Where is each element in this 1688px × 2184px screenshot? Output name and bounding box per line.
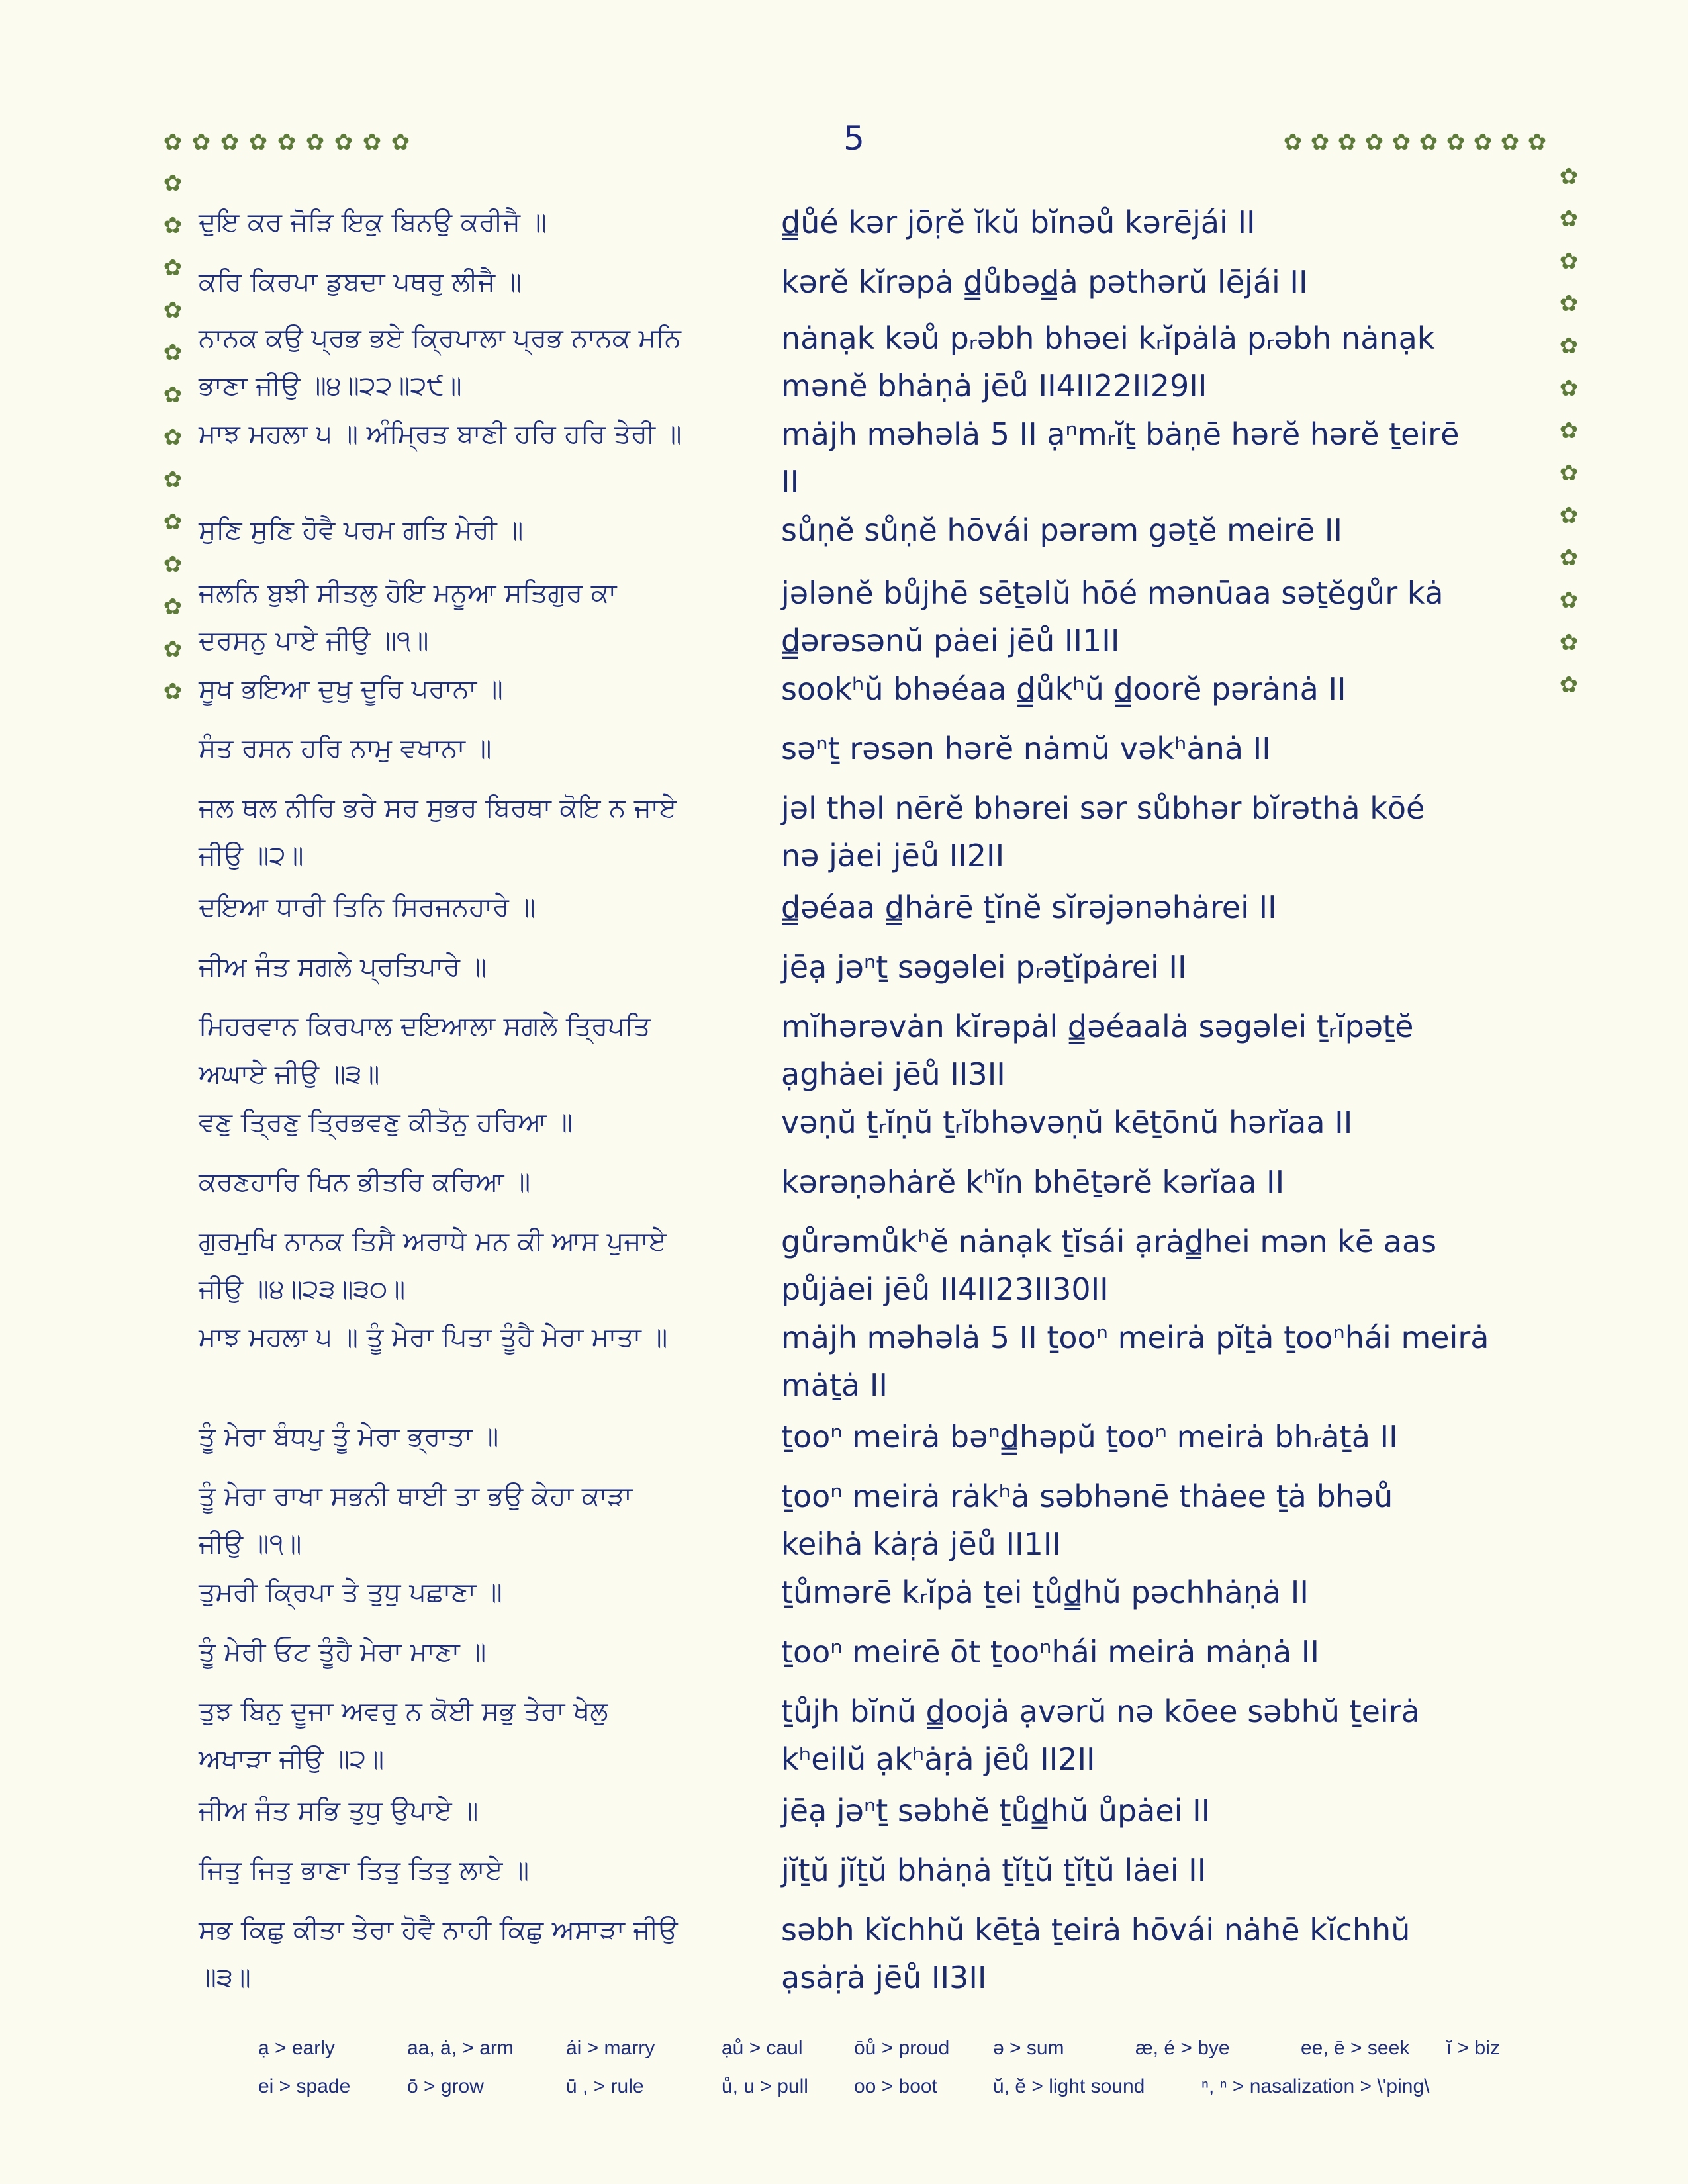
transliteration-text: mənĕ bhȧṇȧ jēů II4II22II29II xyxy=(781,368,1207,404)
gurmukhi-text: ਜਲਨਿ ਬੁਝੀ ਸੀਤਲੁ ਹੋਇ ਮਨੂਆ ਸਤਿਗੁਰ ਕਾ xyxy=(199,578,617,608)
transliteration-line xyxy=(781,943,1529,991)
gurmukhi-text: ਸੰਤ ਰਸਨ ਹਰਿ ਨਾਮੁ ਵਖਾਨਾ ॥ xyxy=(199,733,492,764)
transliteration-text: kərəṇəhȧrĕ kʰĭn bhēṯərĕ kərĭaa II xyxy=(781,1164,1285,1200)
flower-ornament-icon: ✿ xyxy=(1337,129,1357,156)
gurmukhi-text: ਤੂੰ ਮੇਰੀ ਓਟ ਤੂੰਹੈ ਮੇਰਾ ਮਾਣਾ ॥ xyxy=(199,1637,487,1667)
gurmukhi-line xyxy=(199,1314,761,1361)
flower-ornament-icon: ✿ xyxy=(1559,629,1579,656)
transliteration-line xyxy=(781,1099,1529,1146)
flower-ornament-icon: ✿ xyxy=(1559,502,1579,529)
flower-ornament-icon: ✿ xyxy=(1559,291,1579,317)
transliteration-text: nȧnạk kəů pᵣəbh bhəei kᵣĭpȧlȧ pᵣəbh nȧnạk xyxy=(781,320,1435,356)
transliteration-text: jĭṯŭ jĭṯŭ bhȧṇȧ ṯĭṯŭ ṯĭṯŭ lȧei II xyxy=(781,1852,1207,1888)
transliteration-text: gůrəmůkʰĕ nȧnạk ṯĭsái ạrȧd̳hei mən kē aas xyxy=(781,1224,1437,1259)
gurmukhi-line xyxy=(199,1688,761,1783)
transliteration-text: keihȧ kȧṛȧ jēů II1II xyxy=(781,1526,1061,1562)
flower-ornament-icon: ✿ xyxy=(163,255,183,281)
transliteration-line xyxy=(781,725,1529,772)
legend-item: aa, ȧ, > arm xyxy=(407,2037,514,2059)
gurmukhi-text: ਸੂਖ ਭਇਆ ਦੁਖੁ ਦੂਰਿ ਪਰਾਨਾ ॥ xyxy=(199,674,503,704)
transliteration-text: ṯooⁿ meirȧ rȧkʰȧ səbhənē thȧee ṯȧ bhəů xyxy=(781,1479,1393,1514)
flower-ornament-icon: ✿ xyxy=(1559,248,1579,275)
legend-item: ū , > rule xyxy=(566,2075,644,2097)
gurmukhi-line xyxy=(199,1218,761,1313)
flower-ornament-icon: ✿ xyxy=(1473,129,1493,156)
legend-item: ái > marry xyxy=(566,2037,655,2059)
gurmukhi-line xyxy=(199,1628,761,1676)
gurmukhi-line xyxy=(199,569,761,664)
flower-ornament-icon: ✿ xyxy=(220,129,240,156)
gurmukhi-text: ਜੀਅ ਜੰਤ ਸਗਲੇ ਪ੍ਰਤਿਪਾਰੇ ॥ xyxy=(199,952,487,982)
gurmukhi-line xyxy=(199,1003,761,1098)
transliteration-line xyxy=(781,1413,1529,1461)
gurmukhi-text: ॥੩॥ xyxy=(199,1962,251,1993)
flower-ornament-icon: ✿ xyxy=(163,509,183,535)
transliteration-line xyxy=(781,1569,1529,1616)
gurmukhi-line xyxy=(199,314,761,410)
flower-ornament-icon: ✿ xyxy=(1500,129,1520,156)
gurmukhi-line xyxy=(199,884,761,931)
flower-ornament-icon: ✿ xyxy=(1527,129,1547,156)
flower-ornament-icon: ✿ xyxy=(1559,163,1579,190)
gurmukhi-text: ਤੂੰ ਮੇਰਾ ਬੰਧਪੁ ਤੂੰ ਮੇਰਾ ਭ੍ਰਾਤਾ ॥ xyxy=(199,1422,499,1452)
gurmukhi-text: ਮਿਹਰਵਾਨ ਕਿਰਪਾਲ ਦਇਆਲਾ ਸਗਲੇ ਤ੍ਰਿਪਤਿ xyxy=(199,1011,651,1042)
legend-item: ŭ, ĕ > light sound xyxy=(993,2075,1145,2097)
legend-item: æ, é > bye xyxy=(1135,2037,1230,2059)
transliteration-line xyxy=(781,784,1529,880)
gurmukhi-line xyxy=(199,1473,761,1568)
transliteration-line xyxy=(781,1314,1529,1409)
transliteration-text: půjȧei jēů II4II23II30II xyxy=(781,1271,1109,1307)
gurmukhi-line xyxy=(199,506,761,554)
flower-ornament-icon: ✿ xyxy=(163,594,183,620)
gurmukhi-text: ਸਭ ਕਿਛੁ ਕੀਤਾ ਤੇਰਾ ਹੋਵੈ ਨਾਹੀ ਕਿਛੁ ਅਸਾੜਾ ਜੀਉ xyxy=(199,1915,678,1945)
gurmukhi-line xyxy=(199,1787,761,1835)
gurmukhi-line xyxy=(199,1099,761,1146)
transliteration-text: vəṇŭ ṯᵣĭṇŭ ṯᵣĭbhəvəṇŭ kēṯōnŭ hərĭaa II xyxy=(781,1105,1353,1140)
flower-ornament-icon: ✿ xyxy=(191,129,211,156)
flower-ornament-icon: ✿ xyxy=(163,212,183,239)
transliteration-text: kʰeilŭ ạkʰȧṛȧ jēů II2II xyxy=(781,1741,1096,1777)
transliteration-text: mȧjh məhəlȧ 5 II ṯooⁿ meirȧ pĭṯȧ ṯooⁿhái meirȧ xyxy=(781,1320,1489,1355)
transliteration-line xyxy=(781,258,1529,306)
transliteration-text: səbh kĭchhŭ kēṯȧ ṯeirȧ hōvái nȧhē kĭchhŭ xyxy=(781,1912,1411,1948)
gurmukhi-text: ਅਖਾੜਾ ਜੀਉ ॥੨॥ xyxy=(199,1744,385,1774)
flower-ornament-icon: ✿ xyxy=(1419,129,1438,156)
gurmukhi-text: ਦਰਸਨੁ ਪਾਏ ਜੀਉ ॥੧॥ xyxy=(199,625,429,656)
transliteration-line xyxy=(781,1906,1529,2001)
gurmukhi-line xyxy=(199,665,761,713)
gurmukhi-text: ਜੀਉ ॥੨॥ xyxy=(199,841,304,871)
legend-item: ạů > caul xyxy=(722,2037,803,2059)
legend-item: ei > spade xyxy=(258,2075,351,2097)
gurmukhi-text: ਵਣੁ ਤ੍ਰਿਣੁ ਤ੍ਰਿਭਵਣੁ ਕੀਤੋਨੁ ਹਰਿਆ ॥ xyxy=(199,1107,573,1138)
flower-ornament-icon: ✿ xyxy=(1559,545,1579,571)
gurmukhi-text: ਤੁਝ ਬਿਨੁ ਦੂਜਾ ਅਵਰੁ ਨ ਕੋਈ ਸਭੁ ਤੇਰਾ ਖੇਲੁ xyxy=(199,1696,608,1727)
gurmukhi-text: ਤੂੰ ਮੇਰਾ ਰਾਖਾ ਸਭਨੀ ਥਾਈ ਤਾ ਭਉ ਕੇਹਾ ਕਾੜਾ xyxy=(199,1481,633,1512)
gurmukhi-text: ਤੁਮਰੀ ਕ੍ਰਿਪਾ ਤੇ ਤੁਧੁ ਪਛਾਣਾ ॥ xyxy=(199,1577,502,1608)
flower-ornament-icon: ✿ xyxy=(1310,129,1330,156)
flower-ornament-icon: ✿ xyxy=(163,382,183,408)
flower-ornament-icon: ✿ xyxy=(334,129,353,156)
flower-ornament-icon: ✿ xyxy=(163,297,183,324)
flower-ornament-icon: ✿ xyxy=(163,678,183,705)
transliteration-text: mȧṯȧ II xyxy=(781,1367,888,1403)
legend-item: ee, ē > seek xyxy=(1301,2037,1410,2059)
gurmukhi-text: ਦੁਇ ਕਰ ਜੋੜਿ ਇਕੁ ਬਿਨਉ ਕਰੀਜੈ ॥ xyxy=(199,207,547,238)
transliteration-text: II xyxy=(781,464,800,500)
gurmukhi-line xyxy=(199,199,761,246)
transliteration-text: jələnĕ bůjhē sēṯəlŭ hōé mənūaa səṯĕgůr kȧ xyxy=(781,575,1444,611)
transliteration-text: sookʰŭ bhəéaa d̳ůkʰŭ d̳oorĕ pərȧnȧ II xyxy=(781,671,1346,707)
legend-item: ə > sum xyxy=(993,2037,1064,2059)
gurmukhi-line xyxy=(199,1846,761,1894)
gurmukhi-line xyxy=(199,1158,761,1206)
gurmukhi-text: ਅਘਾਏ ਜੀਉ ॥੩॥ xyxy=(199,1059,380,1089)
flower-ornament-icon: ✿ xyxy=(1559,460,1579,486)
transliteration-text: mȧjh məhəlȧ 5 II ạⁿmᵣĭṯ bȧṇē hərĕ hərĕ ṯeirē xyxy=(781,416,1460,452)
transliteration-text: d̳ůé kər jōṛĕ ĭkŭ bĭnəů kərējái II xyxy=(781,205,1256,240)
flower-ornament-icon: ✿ xyxy=(362,129,382,156)
transliteration-text: kərĕ kĭrəpȧ d̳ůbəd̳ȧ pəthərŭ lējái II xyxy=(781,264,1308,300)
gurmukhi-text: ਜੀਅ ਜੰਤ ਸਭਿ ਤੁਧੁ ਉਪਾਏ ॥ xyxy=(199,1796,479,1826)
transliteration-line xyxy=(781,1473,1529,1568)
legend-item: ōů > proud xyxy=(854,2037,950,2059)
gurmukhi-text: ਜੀਉ ॥੧॥ xyxy=(199,1529,302,1559)
transliteration-line xyxy=(781,1846,1529,1894)
flower-ornament-icon: ✿ xyxy=(163,340,183,366)
transliteration-line xyxy=(781,410,1529,506)
transliteration-text: nə jȧei jēů II2II xyxy=(781,838,1005,874)
gurmukhi-line xyxy=(199,1569,761,1616)
gurmukhi-line xyxy=(199,258,761,306)
gurmukhi-line xyxy=(199,410,761,458)
transliteration-text: ṯůmərē kᵣĭpȧ ṯei ṯůd̳hŭ pəchhȧṇȧ II xyxy=(781,1574,1309,1610)
transliteration-text: d̳ərəsənŭ pȧei jēů II1II xyxy=(781,623,1120,659)
transliteration-line xyxy=(781,1003,1529,1098)
flower-ornament-icon: ✿ xyxy=(1559,206,1579,232)
flower-ornament-icon: ✿ xyxy=(277,129,297,156)
transliteration-line xyxy=(781,1158,1529,1206)
transliteration-line xyxy=(781,1628,1529,1676)
flower-ornament-icon: ✿ xyxy=(1446,129,1466,156)
flower-ornament-icon: ✿ xyxy=(1559,587,1579,614)
gurmukhi-text: ਮਾਝ ਮਹਲਾ ੫ ॥ ਤੂੰ ਮੇਰਾ ਪਿਤਾ ਤੂੰਹੈ ਮੇਰਾ ਮਾਤਾ ॥ xyxy=(199,1322,668,1353)
gurmukhi-text: ਸੁਣਿ ਸੁਣਿ ਹੋਵੈ ਪਰਮ ਗਤਿ ਮੇਰੀ ॥ xyxy=(199,515,524,545)
gurmukhi-text: ਜਿਤੁ ਜਿਤੁ ਭਾਣਾ ਤਿਤੁ ਤਿਤੁ ਲਾਏ ॥ xyxy=(199,1855,530,1886)
flower-ornament-icon: ✿ xyxy=(163,636,183,662)
transliteration-line xyxy=(781,199,1529,246)
gurmukhi-text: ਕਰਿ ਕਿਰਪਾ ਡੁਬਦਾ ਪਥਰੁ ਲੀਜੈ ॥ xyxy=(199,267,522,297)
gurmukhi-line xyxy=(199,1906,761,2001)
page-number: 5 xyxy=(843,119,865,158)
gurmukhi-line xyxy=(199,943,761,991)
transliteration-text: səⁿṯ rəsən hərĕ nȧmŭ vəkʰȧnȧ II xyxy=(781,731,1271,766)
flower-ornament-icon: ✿ xyxy=(163,129,183,156)
gurmukhi-line xyxy=(199,784,761,880)
transliteration-text: ạghȧei jēů II3II xyxy=(781,1056,1006,1092)
transliteration-text: jēạ jəⁿṯ səbhĕ ṯůd̳hŭ ůpȧei II xyxy=(781,1793,1211,1829)
transliteration-line xyxy=(781,1688,1529,1783)
flower-ornament-icon: ✿ xyxy=(391,129,410,156)
flower-ornament-icon: ✿ xyxy=(1559,333,1579,359)
gurmukhi-line xyxy=(199,725,761,772)
gurmukhi-text: ਭਾਣਾ ਜੀਉ ॥੪॥੨੨॥੨੯॥ xyxy=(199,371,462,401)
gurmukhi-text: ਜੀਉ ॥੪॥੨੩॥੩੦॥ xyxy=(199,1274,406,1304)
transliteration-line xyxy=(781,314,1529,410)
transliteration-line xyxy=(781,506,1529,554)
transliteration-text: ṯůjh bĭnŭ d̳oojȧ ạvərŭ nə kōee səbhŭ ṯeirȧ xyxy=(781,1694,1420,1729)
flower-ornament-icon: ✿ xyxy=(1364,129,1384,156)
flower-ornament-icon: ✿ xyxy=(248,129,268,156)
transliteration-text: jəl thəl nērĕ bhərei sər sůbhər bĭrəthȧ kōé xyxy=(781,790,1425,826)
flower-ornament-icon: ✿ xyxy=(163,551,183,578)
transliteration-text: ṯooⁿ meirȧ bəⁿd̳həpŭ ṯooⁿ meirȧ bhᵣȧṯȧ II xyxy=(781,1419,1398,1455)
legend-item: ů, u > pull xyxy=(722,2075,808,2097)
gurmukhi-text: ਜਲ ਥਲ ਨੀਰਿ ਭਰੇ ਸਰ ਸੁਭਰ ਬਿਰਥਾ ਕੋਇ ਨ ਜਾਏ xyxy=(199,793,677,823)
gurmukhi-text: ਗੁਰਮੁਖਿ ਨਾਨਕ ਤਿਸੈ ਅਰਾਧੇ ਮਨ ਕੀ ਆਸ ਪੁਜਾਏ xyxy=(199,1226,667,1257)
transliteration-text: ṯooⁿ meirē ōt ṯooⁿhái meirȧ mȧṇȧ II xyxy=(781,1634,1319,1670)
legend-item: oo > boot xyxy=(854,2075,937,2097)
transliteration-text: ạsȧṛȧ jēů II3II xyxy=(781,1960,987,1995)
flower-ornament-icon: ✿ xyxy=(1283,129,1303,156)
flower-ornament-icon: ✿ xyxy=(305,129,325,156)
transliteration-text: d̳əéaa d̳hȧrē ṯĭnĕ sĭrəjənəhȧrei II xyxy=(781,889,1277,925)
flower-ornament-icon: ✿ xyxy=(1559,418,1579,444)
gurmukhi-text: ਮਾਝ ਮਹਲਾ ੫ ॥ ਅੰਮ੍ਰਿਤ ਬਾਣੀ ਹਰਿ ਹਰਿ ਤੇਰੀ ॥ xyxy=(199,419,682,449)
transliteration-line xyxy=(781,1787,1529,1835)
gurmukhi-line xyxy=(199,1413,761,1461)
gurmukhi-text: ਦਇਆ ਧਾਰੀ ਤਿਨਿ ਸਿਰਜਨਹਾਰੇ ॥ xyxy=(199,892,536,923)
flower-ornament-icon: ✿ xyxy=(1559,375,1579,402)
gurmukhi-text: ਨਾਨਕ ਕਉ ਪ੍ਰਭ ਭਏ ਕ੍ਰਿਪਾਲਾ ਪ੍ਰਭ ਨਾਨਕ ਮਨਿ xyxy=(199,323,681,353)
transliteration-text: mĭhərəvȧn kĭrəpȧl d̳əéaalȧ səgəlei ṯᵣĭpəṯĕ xyxy=(781,1009,1414,1044)
transliteration-text: sůṇĕ sůṇĕ hōvái pərəm gəṯĕ meirē II xyxy=(781,512,1342,548)
flower-ornament-icon: ✿ xyxy=(1559,672,1579,698)
transliteration-text: jēạ jəⁿṯ səgəlei pᵣəṯĭpȧrei II xyxy=(781,949,1187,985)
transliteration-line xyxy=(781,569,1529,664)
flower-ornament-icon: ✿ xyxy=(1391,129,1411,156)
legend-item: ĭ > biz xyxy=(1446,2037,1500,2059)
legend-item: ạ > early xyxy=(258,2037,335,2059)
legend-item: ⁿ, ⁿ > nasalization > \'ping\ xyxy=(1201,2075,1430,2097)
flower-ornament-icon: ✿ xyxy=(163,170,183,197)
transliteration-line xyxy=(781,665,1529,713)
gurmukhi-text: ਕਰਣਹਾਰਿ ਖਿਨ ਭੀਤਰਿ ਕਰਿਆ ॥ xyxy=(199,1167,531,1197)
transliteration-line xyxy=(781,1218,1529,1313)
flower-ornament-icon: ✿ xyxy=(163,424,183,451)
legend-item: ō > grow xyxy=(407,2075,484,2097)
flower-ornament-icon: ✿ xyxy=(163,467,183,493)
transliteration-line xyxy=(781,884,1529,931)
